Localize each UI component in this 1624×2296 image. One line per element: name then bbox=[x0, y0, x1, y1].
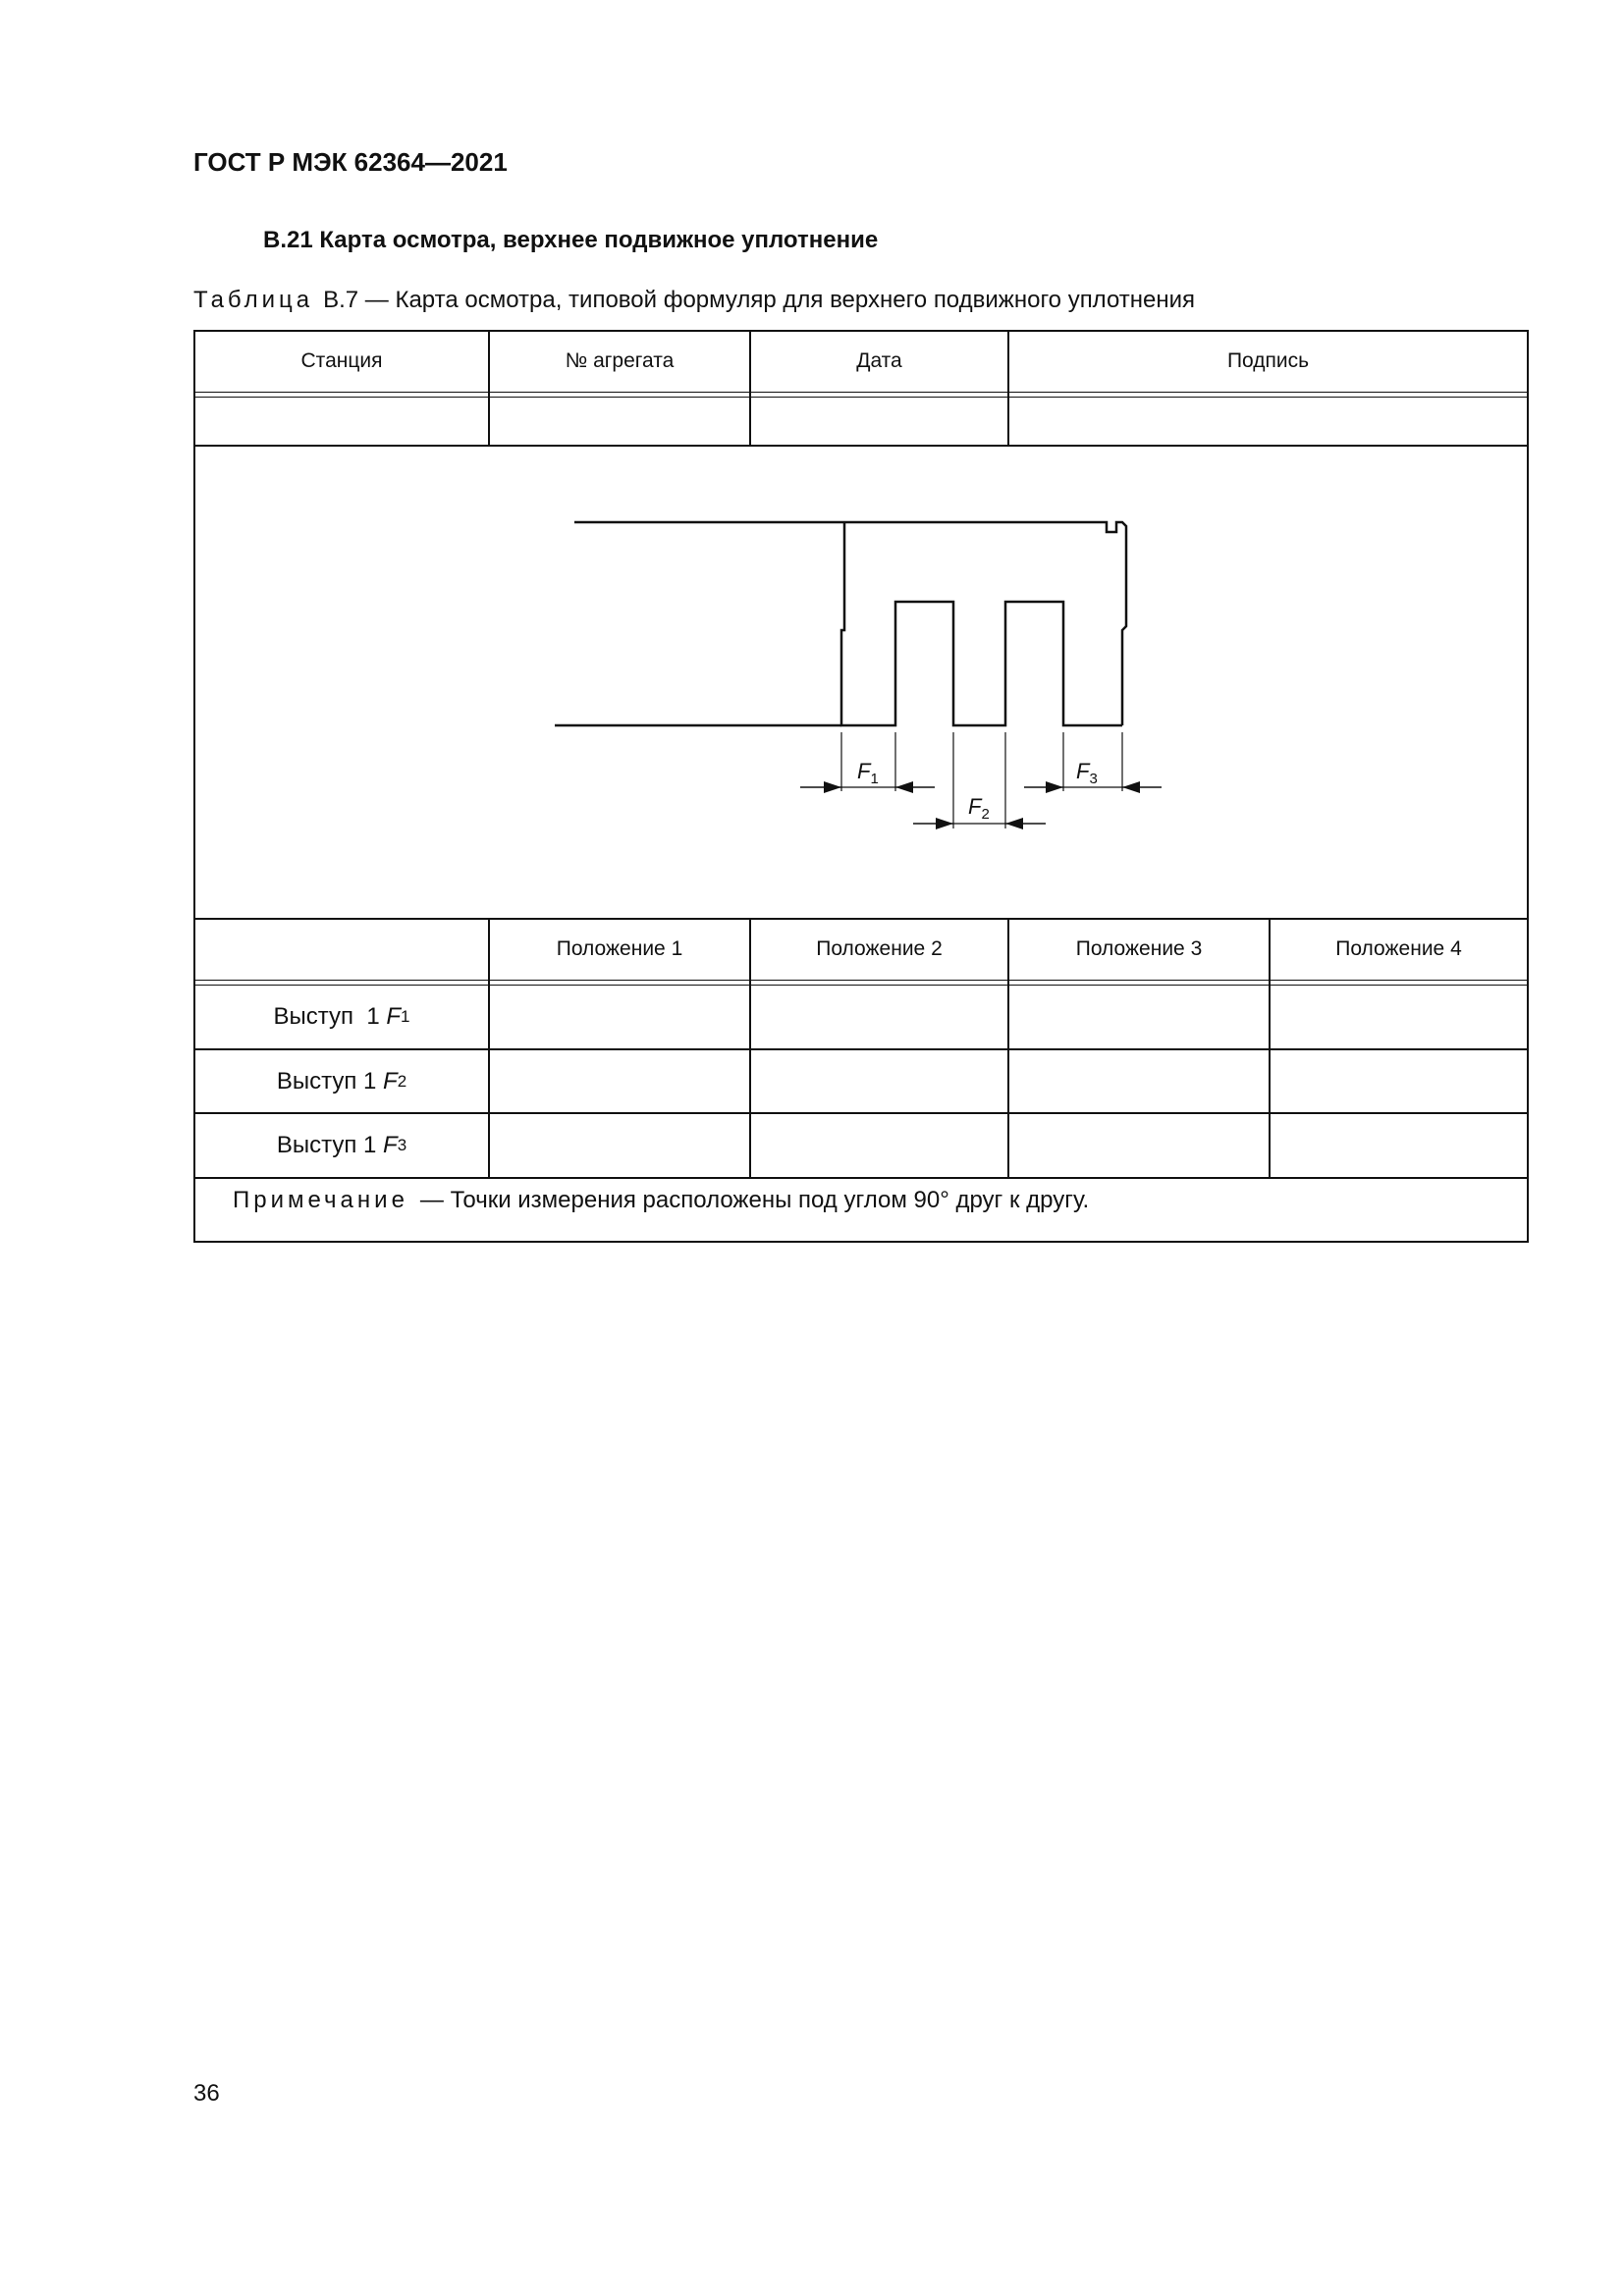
table-caption bbox=[193, 287, 1195, 314]
row-label-f1-var: F bbox=[386, 1003, 402, 1030]
position-4-header: Положение 4 bbox=[1335, 937, 1462, 960]
table-border-bottom bbox=[193, 1241, 1529, 1243]
row-label-f3-var: F bbox=[383, 1132, 398, 1158]
row-label-f1-text: Выступ 1 bbox=[273, 1003, 387, 1030]
row-line-3 bbox=[193, 1177, 1529, 1179]
label-f1: $F_1$ bbox=[857, 759, 879, 787]
header-unit-number: № агрегата bbox=[565, 348, 675, 372]
note-label: Примечание bbox=[233, 1187, 408, 1213]
row-label-f3 bbox=[195, 1114, 488, 1177]
position-3-header: Положение 3 bbox=[1075, 937, 1203, 960]
position-2-header: Положение 2 bbox=[816, 937, 943, 960]
header-date: Дата bbox=[856, 348, 902, 372]
row-label-f2-var: F bbox=[383, 1067, 398, 1095]
diagram-top-line bbox=[574, 522, 1126, 725]
page-number: 36 bbox=[193, 2080, 220, 2107]
inspection-form-table bbox=[193, 330, 1529, 1243]
row-label-f3-text: Выступ 1 bbox=[276, 1132, 384, 1158]
row-label-f2-text: Выступ 1 bbox=[276, 1067, 384, 1095]
label-f3: $F_3$ bbox=[1076, 759, 1098, 787]
table-caption-text: В.7 — Карта осмотра, типовой формуляр для верхнего подвижного уплотнения bbox=[323, 287, 1196, 313]
header-signature: Подпись bbox=[1226, 348, 1310, 372]
note-body: — Точки измерения расположены под углом 90° друг к другу. bbox=[419, 1187, 1090, 1213]
row-label-f1-sub: 1 bbox=[401, 1007, 410, 1026]
table-caption-label: Таблица bbox=[193, 287, 314, 313]
label-f2: $F_2$ bbox=[968, 794, 990, 823]
position-1-header: Положение 1 bbox=[556, 937, 683, 960]
diagram-body-outline bbox=[841, 522, 1122, 725]
seal-profile-diagram bbox=[193, 330, 1529, 919]
row-label-f2 bbox=[195, 1050, 488, 1112]
row-label-f1 bbox=[195, 986, 488, 1048]
row-label-f2-sub: 2 bbox=[397, 1071, 407, 1091]
document-code: ГОСТ Р МЭК 62364—2021 bbox=[193, 147, 508, 177]
positions-rule-1 bbox=[193, 980, 1529, 981]
row-label-f3-sub: 3 bbox=[397, 1136, 407, 1154]
table-note bbox=[233, 1187, 1089, 1214]
header-station: Станция bbox=[300, 348, 383, 372]
section-title: В.21 Карта осмотра, верхнее подвижное уплотнение bbox=[263, 227, 879, 253]
